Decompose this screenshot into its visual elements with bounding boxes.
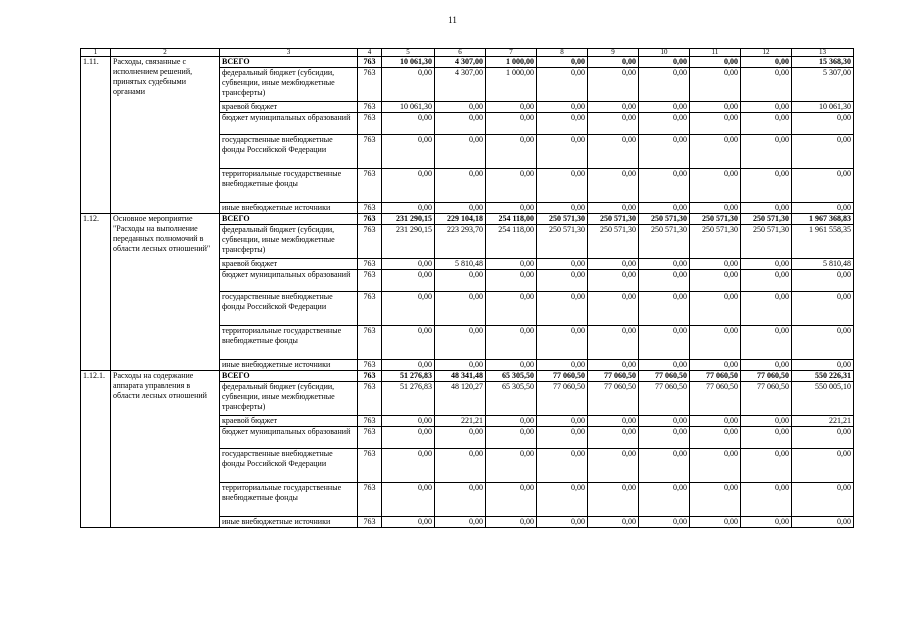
year-value-cell: 0,00: [690, 259, 741, 270]
year-value-cell: 0,00: [588, 259, 639, 270]
year-value-cell: 250 571,30: [741, 225, 792, 259]
year-value-cell: 0,00: [639, 427, 690, 449]
year-value-cell: 0,00: [741, 292, 792, 326]
year-value-cell: 0,00: [382, 270, 435, 292]
total-value-cell: 10 061,30: [792, 102, 854, 113]
year-value-cell: 0,00: [690, 68, 741, 102]
code-cell: 763: [358, 292, 382, 326]
year-value-cell: 48 341,48: [435, 371, 486, 382]
section-title: Расходы, связанные с исполнением решений, принятых судебными органами: [111, 57, 220, 214]
total-value-cell: 0,00: [792, 113, 854, 135]
funding-source: территориальные государственные внебюджетные фонды: [220, 326, 358, 360]
year-value-cell: 0,00: [741, 449, 792, 483]
year-value-cell: 77 060,50: [690, 382, 741, 416]
table-body: [81, 49, 854, 528]
funding-source: иные внебюджетные источники: [220, 360, 358, 371]
year-value-cell: 65 305,50: [486, 382, 537, 416]
total-value-cell: 0,00: [792, 292, 854, 326]
header-cell: 11: [690, 49, 741, 57]
year-value-cell: 77 060,50: [639, 371, 690, 382]
year-value-cell: 0,00: [639, 203, 690, 214]
section-index: 1.12.1.: [81, 371, 111, 528]
budget-table: [80, 48, 854, 528]
year-value-cell: 0,00: [639, 270, 690, 292]
year-value-cell: 0,00: [741, 259, 792, 270]
year-value-cell: 0,00: [690, 427, 741, 449]
total-value-cell: 550 226,31: [792, 371, 854, 382]
year-value-cell: 0,00: [537, 203, 588, 214]
code-cell: 763: [358, 135, 382, 169]
year-value-cell: 0,00: [639, 169, 690, 203]
year-value-cell: 77 060,50: [741, 382, 792, 416]
year-value-cell: 77 060,50: [537, 382, 588, 416]
year-value-cell: 10 061,30: [382, 102, 435, 113]
year-value-cell: 0,00: [588, 169, 639, 203]
year-value-cell: 0,00: [588, 326, 639, 360]
funding-source: краевой бюджет: [220, 416, 358, 427]
year-value-cell: 0,00: [486, 270, 537, 292]
funding-source: федеральный бюджет (субсидии, субвенции, иные межбюджетные трансферты): [220, 225, 358, 259]
funding-source: иные внебюджетные источники: [220, 203, 358, 214]
total-value-cell: 0,00: [792, 270, 854, 292]
year-value-cell: 0,00: [639, 449, 690, 483]
year-value-cell: 0,00: [537, 416, 588, 427]
year-value-cell: 0,00: [537, 102, 588, 113]
header-cell: 5: [382, 49, 435, 57]
year-value-cell: 0,00: [486, 203, 537, 214]
year-value-cell: 0,00: [382, 449, 435, 483]
funding-source: ВСЕГО: [220, 371, 358, 382]
total-value-cell: 0,00: [792, 360, 854, 371]
year-value-cell: 0,00: [639, 360, 690, 371]
year-value-cell: 0,00: [382, 203, 435, 214]
year-value-cell: 0,00: [588, 270, 639, 292]
year-value-cell: 0,00: [382, 292, 435, 326]
year-value-cell: 221,21: [435, 416, 486, 427]
total-value-cell: 5 810,48: [792, 259, 854, 270]
year-value-cell: 0,00: [690, 203, 741, 214]
year-value-cell: 0,00: [435, 135, 486, 169]
year-value-cell: 0,00: [435, 483, 486, 517]
funding-source: федеральный бюджет (субсидии, субвенции, иные межбюджетные трансферты): [220, 68, 358, 102]
year-value-cell: 0,00: [588, 416, 639, 427]
year-value-cell: 0,00: [486, 326, 537, 360]
code-cell: 763: [358, 360, 382, 371]
total-value-cell: 1 961 558,35: [792, 225, 854, 259]
year-value-cell: 0,00: [435, 292, 486, 326]
code-cell: 763: [358, 326, 382, 360]
year-value-cell: 0,00: [486, 169, 537, 203]
code-cell: 763: [358, 483, 382, 517]
year-value-cell: 0,00: [741, 169, 792, 203]
code-cell: 763: [358, 416, 382, 427]
year-value-cell: 0,00: [537, 270, 588, 292]
year-value-cell: 250 571,30: [588, 225, 639, 259]
year-value-cell: 0,00: [741, 203, 792, 214]
year-value-cell: 0,00: [690, 102, 741, 113]
year-value-cell: 0,00: [690, 169, 741, 203]
total-value-cell: 221,21: [792, 416, 854, 427]
year-value-cell: 0,00: [537, 326, 588, 360]
year-value-cell: 0,00: [382, 416, 435, 427]
total-value-cell: 0,00: [792, 135, 854, 169]
funding-source: краевой бюджет: [220, 259, 358, 270]
year-value-cell: 250 571,30: [537, 214, 588, 225]
year-value-cell: 0,00: [639, 68, 690, 102]
year-value-cell: 0,00: [690, 113, 741, 135]
code-cell: 763: [358, 113, 382, 135]
section-index: 1.12.: [81, 214, 111, 371]
year-value-cell: 0,00: [639, 517, 690, 528]
table-row-total: [81, 214, 854, 225]
header-cell: 13: [792, 49, 854, 57]
year-value-cell: 0,00: [382, 517, 435, 528]
year-value-cell: 0,00: [537, 259, 588, 270]
year-value-cell: 0,00: [690, 292, 741, 326]
year-value-cell: 77 060,50: [690, 371, 741, 382]
header-cell: 4: [358, 49, 382, 57]
year-value-cell: 231 290,15: [382, 225, 435, 259]
funding-source: федеральный бюджет (субсидии, субвенции, иные межбюджетные трансферты): [220, 382, 358, 416]
year-value-cell: 0,00: [537, 360, 588, 371]
year-value-cell: 0,00: [382, 135, 435, 169]
year-value-cell: 0,00: [588, 203, 639, 214]
year-value-cell: 0,00: [639, 483, 690, 517]
code-cell: 763: [358, 225, 382, 259]
year-value-cell: 0,00: [537, 68, 588, 102]
funding-source: государственные внебюджетные фонды Российской Федерации: [220, 292, 358, 326]
year-value-cell: 51 276,83: [382, 371, 435, 382]
total-value-cell: 15 368,30: [792, 57, 854, 68]
year-value-cell: 0,00: [741, 416, 792, 427]
year-value-cell: 0,00: [537, 169, 588, 203]
year-value-cell: 0,00: [588, 427, 639, 449]
funding-source: бюджет муниципальных образований: [220, 113, 358, 135]
year-value-cell: 0,00: [588, 113, 639, 135]
code-cell: 763: [358, 517, 382, 528]
year-value-cell: 0,00: [486, 360, 537, 371]
code-cell: 763: [358, 203, 382, 214]
header-cell: 2: [111, 49, 220, 57]
header-row: [81, 49, 854, 57]
year-value-cell: 0,00: [537, 292, 588, 326]
year-value-cell: 0,00: [486, 135, 537, 169]
header-cell: 6: [435, 49, 486, 57]
year-value-cell: 0,00: [588, 292, 639, 326]
year-value-cell: 1 000,00: [486, 57, 537, 68]
funding-source: ВСЕГО: [220, 214, 358, 225]
year-value-cell: 0,00: [741, 68, 792, 102]
year-value-cell: 65 305,50: [486, 371, 537, 382]
header-cell: 7: [486, 49, 537, 57]
year-value-cell: 0,00: [741, 102, 792, 113]
year-value-cell: 51 276,83: [382, 382, 435, 416]
year-value-cell: 0,00: [486, 292, 537, 326]
year-value-cell: 0,00: [741, 57, 792, 68]
year-value-cell: 0,00: [588, 360, 639, 371]
year-value-cell: 0,00: [741, 517, 792, 528]
page-number: 11: [448, 15, 457, 25]
year-value-cell: 250 571,30: [639, 214, 690, 225]
code-cell: 763: [358, 169, 382, 203]
year-value-cell: 4 307,00: [435, 57, 486, 68]
total-value-cell: 0,00: [792, 203, 854, 214]
table-row-total: [81, 57, 854, 68]
year-value-cell: 0,00: [741, 360, 792, 371]
year-value-cell: 0,00: [639, 113, 690, 135]
table-row-total: [81, 371, 854, 382]
year-value-cell: 250 571,30: [639, 225, 690, 259]
year-value-cell: 0,00: [486, 416, 537, 427]
year-value-cell: 0,00: [588, 102, 639, 113]
funding-source: бюджет муниципальных образований: [220, 427, 358, 449]
year-value-cell: 0,00: [537, 483, 588, 517]
code-cell: 763: [358, 270, 382, 292]
year-value-cell: 0,00: [690, 135, 741, 169]
year-value-cell: 0,00: [382, 68, 435, 102]
year-value-cell: 0,00: [690, 270, 741, 292]
year-value-cell: 0,00: [588, 68, 639, 102]
code-cell: 763: [358, 57, 382, 68]
year-value-cell: 229 104,18: [435, 214, 486, 225]
year-value-cell: 77 060,50: [537, 371, 588, 382]
year-value-cell: 0,00: [486, 102, 537, 113]
year-value-cell: 0,00: [690, 416, 741, 427]
year-value-cell: 0,00: [382, 113, 435, 135]
year-value-cell: 0,00: [382, 427, 435, 449]
year-value-cell: 0,00: [382, 326, 435, 360]
total-value-cell: 0,00: [792, 427, 854, 449]
year-value-cell: 0,00: [690, 57, 741, 68]
year-value-cell: 0,00: [690, 517, 741, 528]
year-value-cell: 254 118,00: [486, 214, 537, 225]
year-value-cell: 10 061,30: [382, 57, 435, 68]
funding-source: территориальные государственные внебюджетные фонды: [220, 169, 358, 203]
year-value-cell: 0,00: [435, 427, 486, 449]
funding-source: бюджет муниципальных образований: [220, 270, 358, 292]
header-cell: 9: [588, 49, 639, 57]
year-value-cell: 0,00: [741, 113, 792, 135]
year-value-cell: 0,00: [486, 517, 537, 528]
header-cell: 8: [537, 49, 588, 57]
section-title: Расходы на содержание аппарата управления в области лесных отношений: [111, 371, 220, 528]
year-value-cell: 0,00: [639, 57, 690, 68]
funding-source: ВСЕГО: [220, 57, 358, 68]
total-value-cell: 550 005,10: [792, 382, 854, 416]
year-value-cell: 77 060,50: [588, 371, 639, 382]
code-cell: 763: [358, 371, 382, 382]
year-value-cell: 0,00: [741, 483, 792, 517]
year-value-cell: 0,00: [537, 135, 588, 169]
year-value-cell: 250 571,30: [741, 214, 792, 225]
code-cell: 763: [358, 382, 382, 416]
year-value-cell: 0,00: [537, 449, 588, 483]
year-value-cell: 4 307,00: [435, 68, 486, 102]
year-value-cell: 0,00: [382, 169, 435, 203]
year-value-cell: 0,00: [741, 427, 792, 449]
total-value-cell: 1 967 368,83: [792, 214, 854, 225]
year-value-cell: 0,00: [741, 326, 792, 360]
header-cell: 12: [741, 49, 792, 57]
year-value-cell: 77 060,50: [741, 371, 792, 382]
year-value-cell: 250 571,30: [690, 214, 741, 225]
code-cell: 763: [358, 449, 382, 483]
year-value-cell: 0,00: [435, 203, 486, 214]
year-value-cell: 0,00: [382, 259, 435, 270]
year-value-cell: 0,00: [639, 292, 690, 326]
header-cell: 10: [639, 49, 690, 57]
year-value-cell: 0,00: [382, 360, 435, 371]
year-value-cell: 0,00: [486, 449, 537, 483]
year-value-cell: 250 571,30: [588, 214, 639, 225]
total-value-cell: 0,00: [792, 483, 854, 517]
year-value-cell: 0,00: [690, 326, 741, 360]
year-value-cell: 0,00: [639, 326, 690, 360]
year-value-cell: 223 293,70: [435, 225, 486, 259]
year-value-cell: 0,00: [639, 135, 690, 169]
year-value-cell: 0,00: [435, 102, 486, 113]
year-value-cell: 250 571,30: [690, 225, 741, 259]
total-value-cell: 0,00: [792, 169, 854, 203]
year-value-cell: 0,00: [639, 416, 690, 427]
year-value-cell: 0,00: [639, 259, 690, 270]
year-value-cell: 48 120,27: [435, 382, 486, 416]
section-title: Основное мероприятие "Расходы на выполнение переданных полномочий в области лесных отношений": [111, 214, 220, 371]
total-value-cell: 0,00: [792, 449, 854, 483]
year-value-cell: 231 290,15: [382, 214, 435, 225]
year-value-cell: 0,00: [537, 427, 588, 449]
code-cell: 763: [358, 427, 382, 449]
total-value-cell: 0,00: [792, 517, 854, 528]
year-value-cell: 0,00: [435, 517, 486, 528]
year-value-cell: 0,00: [588, 57, 639, 68]
header-cell: 3: [220, 49, 358, 57]
year-value-cell: 0,00: [537, 517, 588, 528]
year-value-cell: 0,00: [588, 135, 639, 169]
year-value-cell: 0,00: [588, 517, 639, 528]
year-value-cell: 0,00: [435, 326, 486, 360]
year-value-cell: 0,00: [690, 449, 741, 483]
funding-source: государственные внебюджетные фонды Российской Федерации: [220, 449, 358, 483]
year-value-cell: 0,00: [690, 360, 741, 371]
year-value-cell: 0,00: [486, 259, 537, 270]
funding-source: государственные внебюджетные фонды Российской Федерации: [220, 135, 358, 169]
year-value-cell: 0,00: [435, 113, 486, 135]
year-value-cell: 0,00: [588, 449, 639, 483]
year-value-cell: 254 118,00: [486, 225, 537, 259]
year-value-cell: 0,00: [486, 483, 537, 517]
year-value-cell: 0,00: [537, 113, 588, 135]
code-cell: 763: [358, 102, 382, 113]
year-value-cell: 0,00: [588, 483, 639, 517]
funding-source: иные внебюджетные источники: [220, 517, 358, 528]
funding-source: территориальные государственные внебюджетные фонды: [220, 483, 358, 517]
year-value-cell: 0,00: [741, 270, 792, 292]
year-value-cell: 0,00: [435, 270, 486, 292]
year-value-cell: 0,00: [435, 449, 486, 483]
year-value-cell: 250 571,30: [537, 225, 588, 259]
year-value-cell: 0,00: [486, 427, 537, 449]
total-value-cell: 0,00: [792, 326, 854, 360]
header-cell: 1: [81, 49, 111, 57]
year-value-cell: 1 000,00: [486, 68, 537, 102]
code-cell: 763: [358, 259, 382, 270]
year-value-cell: 0,00: [435, 360, 486, 371]
code-cell: 763: [358, 214, 382, 225]
year-value-cell: 0,00: [435, 169, 486, 203]
year-value-cell: 0,00: [639, 102, 690, 113]
year-value-cell: 0,00: [382, 483, 435, 517]
year-value-cell: 0,00: [537, 57, 588, 68]
year-value-cell: 77 060,50: [588, 382, 639, 416]
year-value-cell: 0,00: [741, 135, 792, 169]
funding-source: краевой бюджет: [220, 102, 358, 113]
year-value-cell: 5 810,48: [435, 259, 486, 270]
year-value-cell: 77 060,50: [639, 382, 690, 416]
total-value-cell: 5 307,00: [792, 68, 854, 102]
year-value-cell: 0,00: [486, 113, 537, 135]
section-index: 1.11.: [81, 57, 111, 214]
year-value-cell: 0,00: [690, 483, 741, 517]
code-cell: 763: [358, 68, 382, 102]
